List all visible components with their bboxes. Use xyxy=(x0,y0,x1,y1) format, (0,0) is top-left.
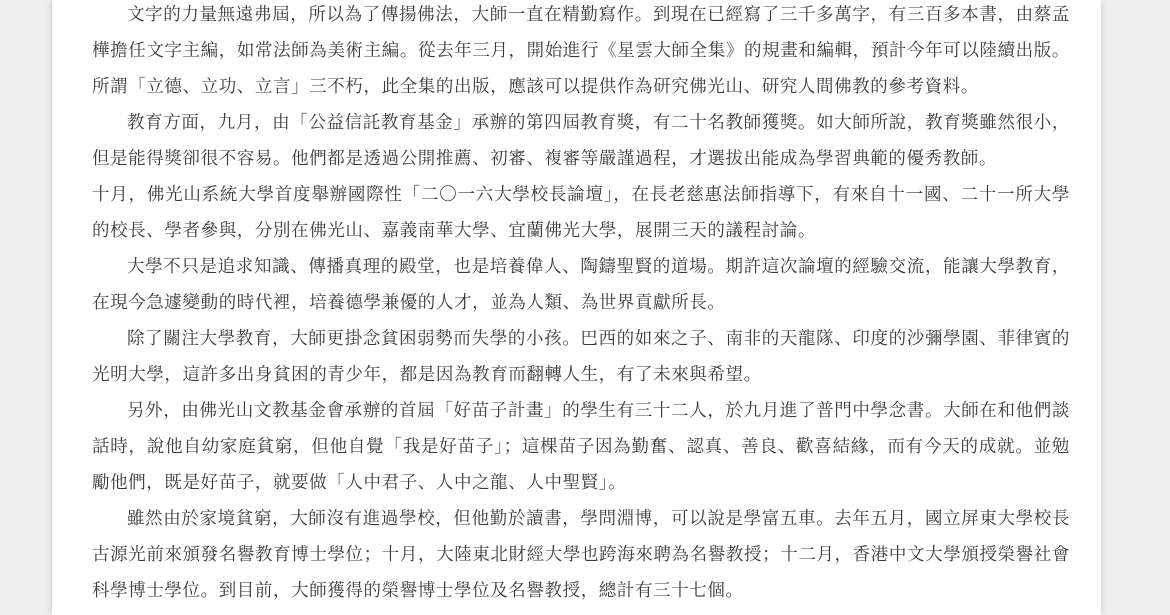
paragraph-university-mission: 大學不只是追求知識、傳播真理的殿堂，也是培養偉人、陶鑄聖賢的道場。期許這次論壇的經驗交流，能讓大學教育，在現今急遽變動的時代裡，培養德學兼優的人才，並為人類、為世界貢獻所長。 xyxy=(92,257,1070,313)
paragraph-university-forum: 十月，佛光山系統大學首度舉辦國際性「二〇一六大學校長論壇」，在長老慈惠法師指導下，有來自十一國、二十一所大學的校長、學者參與，分別在佛光山、嘉義南華大學、宜蘭佛光大學，展開三天的議程討論。 xyxy=(92,185,1070,241)
article-body xyxy=(92,0,1070,609)
paragraph-honorary-degrees: 雖然由於家境貧窮，大師沒有進過學校，但他勤於讀書，學問淵博，可以說是學富五車。去年五月，國立屏東大學校長古源光前來頒發名譽教育博士學位；十月，大陸東北財經大學也跨海來聘為名譽教授；十二月，香港中文大學頒授榮譽社會科學博士學位。到目前，大師獲得的榮譽博士學位及名譽教授，總計有三十七個。 xyxy=(92,509,1070,601)
paragraph-writing: 文字的力量無遠弗屆，所以為了傳揚佛法，大師一直在精勤寫作。到現在已經寫了三千多萬字，有三百多本書，由蔡孟樺擔任文字主編，如常法師為美術主編。從去年三月，開始進行《星雲大師全集》的規畫和編輯，預計今年可以陸續出版。所謂「立德、立功、立言」三不朽，此全集的出版，應該可以提供作為研究佛光山、研究人間佛教的參考資料。 xyxy=(92,5,1070,97)
paragraph-education-award: 教育方面，九月，由「公益信託教育基金」承辦的第四屆教育獎，有二十名教師獲獎。如大師所說，教育獎雖然很小，但是能得獎卻很不容易。他們都是透過公開推薦、初審、複審等嚴謹過程，才選拔出能成為學習典範的優秀教師。 xyxy=(92,113,1070,169)
paragraph-good-seedlings: 另外，由佛光山文教基金會承辦的首屆「好苗子計畫」的學生有三十二人，於九月進了普門中學念書。大師在和他們談話時，說他自幼家庭貧窮，但他自覺「我是好苗子」；這棵苗子因為勤奮、認真、善良、歡喜結緣，而有今天的成就。並勉勵他們，既是好苗子，就要做「人中君子、人中之龍、人中聖賢」。 xyxy=(92,401,1070,493)
document-page xyxy=(52,0,1101,615)
paragraph-poor-children: 除了關注大學教育，大師更掛念貧困弱勢而失學的小孩。巴西的如來之子、南非的天龍隊、印度的沙彌學園、菲律賓的光明大學，這許多出身貧困的青少年，都是因為教育而翻轉人生，有了未來與希望。 xyxy=(92,329,1070,385)
